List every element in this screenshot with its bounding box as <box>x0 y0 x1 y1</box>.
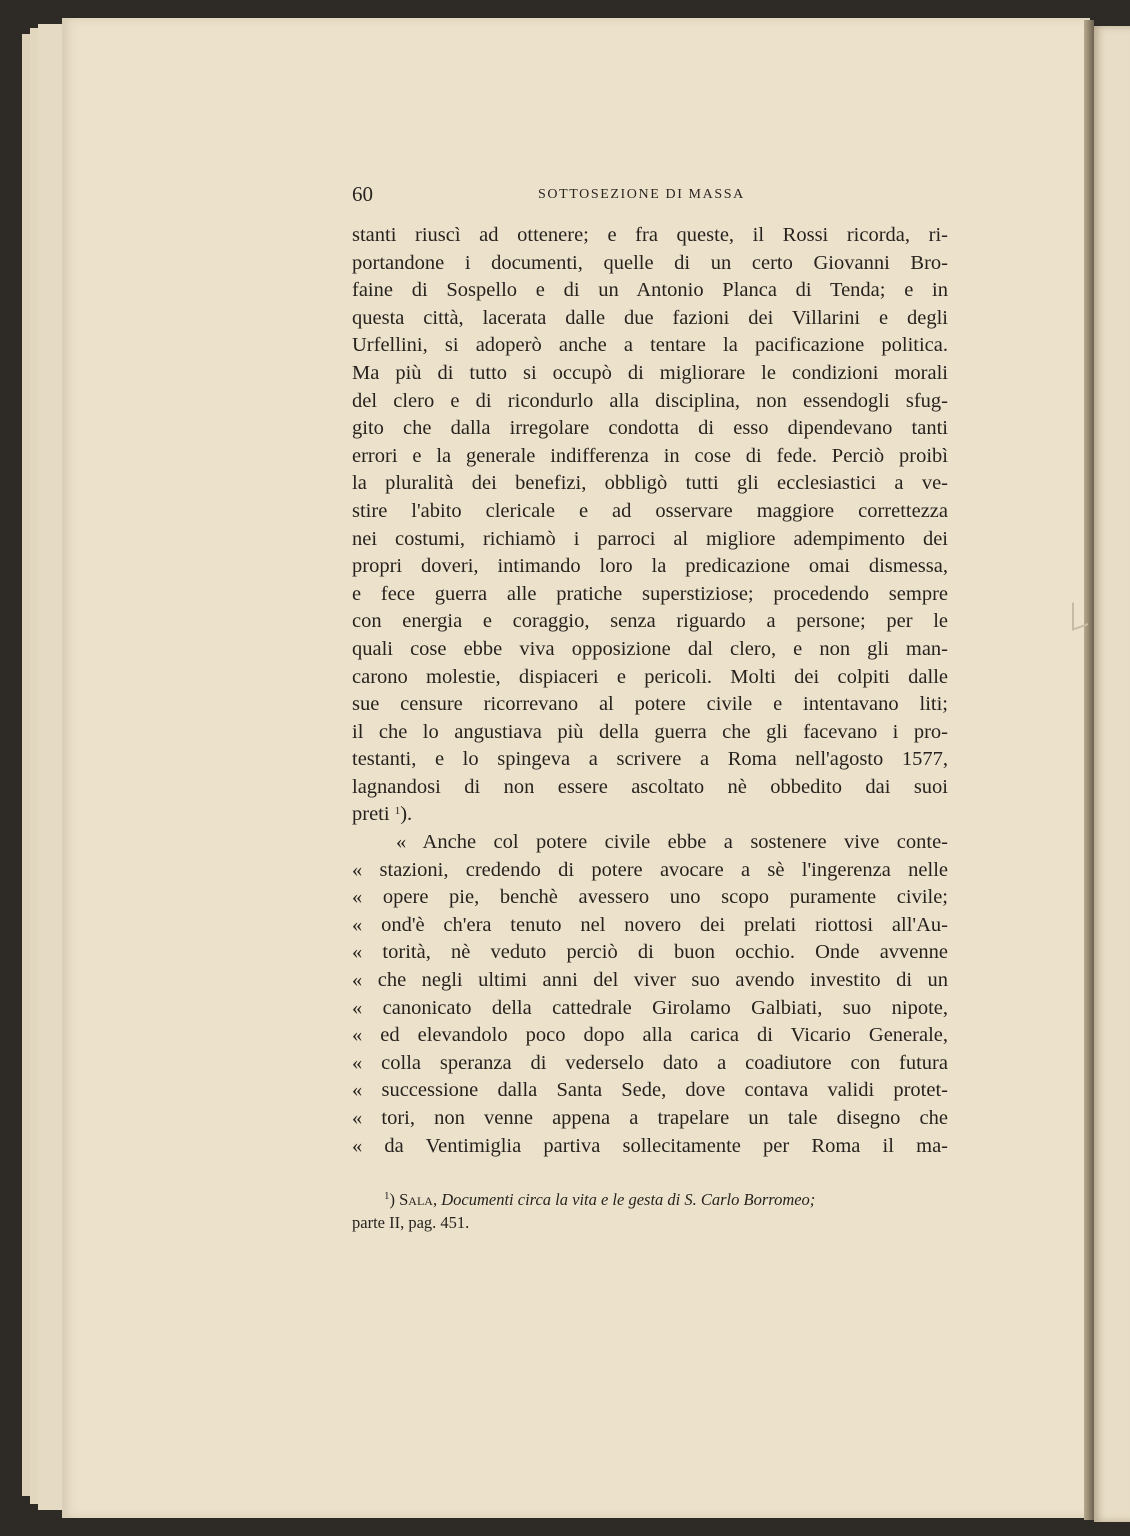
running-title: SOTTOSEZIONE DI MASSA <box>538 187 745 202</box>
quote-line: « che negli ultimi anni del viver suo avendo investito di un <box>352 969 948 992</box>
text-line: sue censure ricorrevano al potere civile e intentavano liti; <box>352 693 948 716</box>
footnote-mark-close: ) <box>389 1190 395 1209</box>
page-number: 60 <box>352 182 373 206</box>
footnote-line: parte II, pag. 451. <box>352 1213 470 1232</box>
text-line: carono molestie, dispiaceri e pericoli. Molti dei colpiti dalle <box>352 665 948 688</box>
text-line: lagnandosi di non essere ascoltato nè obbedito dai suoi <box>352 775 948 798</box>
text-fragment: ). <box>400 803 413 826</box>
text-line: nei costumi, richiamò i parroci al migliore adempimento dei <box>352 527 948 550</box>
binding-gutter <box>1084 20 1094 1520</box>
footnote <box>352 1188 948 1234</box>
quote-line: « canonicato della cattedrale Girolamo Galbiati, suo nipote, <box>352 996 948 1019</box>
page-tab-mark <box>1072 597 1088 631</box>
text-line-last <box>352 801 948 829</box>
text-line: questa città, lacerata dalle due fazioni dei Villarini e degli <box>352 306 948 329</box>
text-line: il che lo angustiava più della guerra che gli facevano i pro- <box>352 720 948 743</box>
text-fragment: preti <box>352 803 390 826</box>
text-line: Ma più di tutto si occupò di migliorare le condizioni morali <box>352 361 948 384</box>
running-head <box>352 182 952 212</box>
text-line: la pluralità dei benefizi, obbligò tutti gli ecclesiastici a ve- <box>352 472 948 495</box>
text-line: stire l'abito clericale e ad osservare maggiore correttezza <box>352 499 948 522</box>
main-text <box>352 222 948 1160</box>
footnote-comma: , <box>432 1190 438 1209</box>
quote-line: « Anche col potere civile ebbe a sostenere vive conte- <box>396 831 948 854</box>
text-line: e fece guerra alle pratiche superstiziose; procedendo sempre <box>352 582 948 605</box>
text-line: Urfellini, si adoperò anche a tentare la pacificazione politica. <box>352 334 948 357</box>
quote-line: « colla speranza di vederselo dato a coadiutore con futura <box>352 1051 948 1074</box>
text-line: stanti riuscì ad ottenere; e fra queste, il Rossi ricorda, ri- <box>352 224 948 246</box>
quote-line: « stazioni, credendo di potere avocare a sè l'ingerenza nelle <box>352 858 948 881</box>
footnote-reference: 1 <box>394 805 401 818</box>
footnote-title: Documenti circa la vita e le gesta di S. Carlo Borromeo; <box>441 1190 816 1209</box>
footnote-author: Sala <box>399 1190 433 1209</box>
text-line: errori e la generale indifferenza in cose di fede. Perciò proibì <box>352 444 948 467</box>
text-line: del clero e di ricondurlo alla disciplina, non essendogli sfug- <box>352 389 948 412</box>
text-line: faine di Sospello e di un Antonio Planca di Tenda; e in <box>352 279 948 302</box>
quote-line: « ed elevandolo poco dopo alla carica di Vicario Generale, <box>352 1024 948 1047</box>
text-line: testanti, e lo spingeva a scrivere a Roma nell'agosto 1577, <box>352 748 948 771</box>
quote-line: « opere pie, benchè avessero uno scopo puramente civile; <box>352 886 948 909</box>
adjacent-page-edge <box>1094 26 1130 1522</box>
quote-line: « da Ventimiglia partiva sollecitamente per Roma il ma- <box>352 1134 948 1157</box>
text-line: con energia e coraggio, senza riguardo a persone; per le <box>352 610 948 633</box>
quote-line: « ond'è ch'era tenuto nel novero dei prelati riottosi all'Au- <box>352 913 948 936</box>
footnote-line <box>352 1188 948 1211</box>
quote-line: « torità, nè veduto perciò di buon occhio. Onde avvenne <box>352 941 948 964</box>
text-line: portandone i documenti, quelle di un certo Giovanni Bro- <box>352 251 948 274</box>
footnote-mark: 1 <box>384 1190 390 1202</box>
quote-line: « successione dalla Santa Sede, dove contava validi protet- <box>352 1079 948 1102</box>
text-line: propri doveri, intimando loro la predicazione omai dismessa, <box>352 555 948 578</box>
text-line: quali cose ebbe viva opposizione dal clero, e non gli man- <box>352 637 948 660</box>
text-line: gito che dalla irregolare condotta di esso dipendevano tanti <box>352 417 948 440</box>
quote-line: « tori, non venne appena a trapelare un tale disegno che <box>352 1107 948 1129</box>
